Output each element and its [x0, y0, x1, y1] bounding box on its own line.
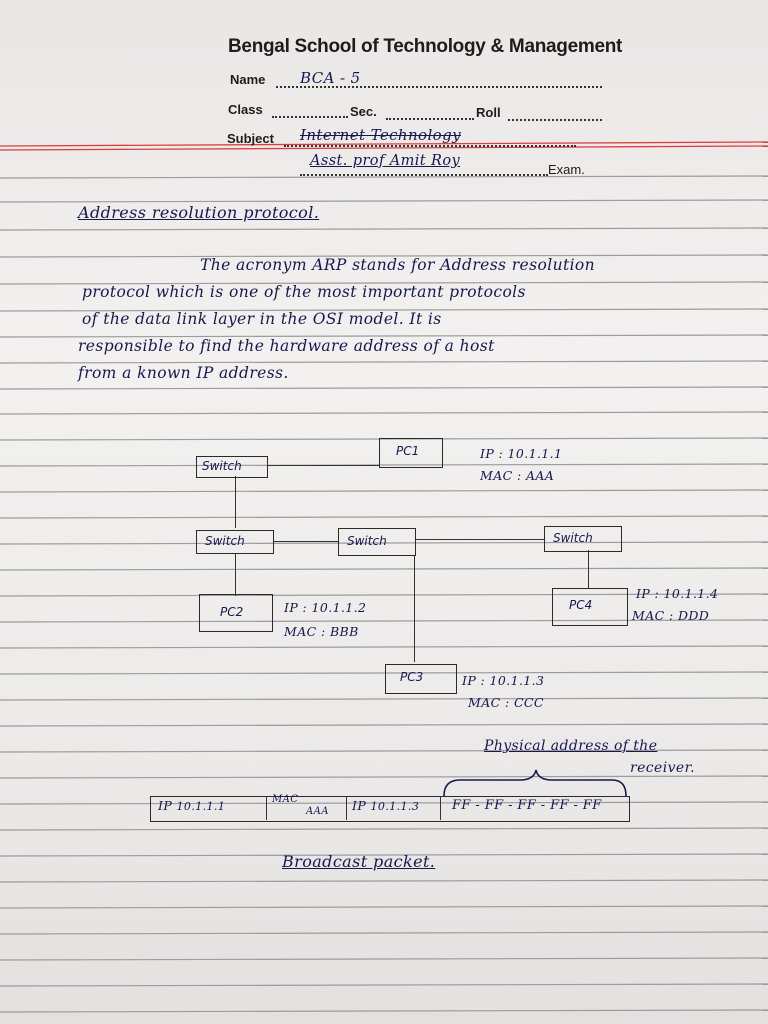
packet-dst-mac: FF - FF - FF - FF - FF [452, 798, 602, 813]
teacher-value: Asst. prof Amit Roy [310, 153, 461, 169]
link-switch-left-to-pc2 [235, 554, 236, 596]
school-name: Bengal School of Technology & Management [228, 36, 623, 57]
pc1-box: PC1 [379, 438, 443, 468]
subject-dotted-line [284, 145, 576, 147]
packet-divider-3 [440, 796, 441, 820]
packet-caption: Broadcast packet. [282, 852, 436, 871]
roll-label: Roll [476, 105, 501, 120]
packet-dst-ip: IP 10.1.1.3 [352, 798, 420, 813]
exam-label: Exam. [548, 162, 585, 177]
exam-dotted-line [300, 174, 548, 176]
pc3-box: PC3 [385, 664, 457, 694]
physical-address-note-line-1: Physical address of the [484, 738, 658, 754]
roll-dotted-line [508, 119, 602, 121]
name-label: Name [230, 72, 266, 87]
class-dotted-line [272, 116, 348, 118]
name-value: BCA - 5 [300, 69, 361, 87]
packet-src-ip: IP 10.1.1.1 [158, 798, 226, 813]
packet-src-mac: AAA [306, 806, 329, 817]
switch-center: Switch [338, 528, 416, 556]
notes-heading: Address resolution protocol. [78, 203, 320, 222]
subject-value: Internet Technology [300, 126, 461, 144]
paragraph-line-4: responsible to find the hardware address of a host [78, 337, 495, 355]
pc1-ip: IP : 10.1.1.1 [480, 446, 563, 461]
link-switch-center-to-pc3 [414, 556, 415, 662]
subject-label: Subject [227, 131, 274, 146]
switch-top: Switch [196, 456, 268, 478]
switch-right: Switch [544, 526, 622, 552]
paragraph-line-1: The acronym ARP stands for Address resolution [200, 256, 596, 274]
packet-divider-1 [266, 796, 267, 820]
class-label: Class [228, 102, 263, 117]
link-switch-top-to-pc1 [268, 465, 380, 466]
pc2-mac: MAC : BBB [284, 624, 359, 639]
paragraph-line-2: protocol which is one of the most important protocols [82, 283, 526, 301]
pc2-box: PC2 [199, 594, 273, 632]
paragraph-line-3: of the data link layer in the OSI model. It is [82, 310, 442, 328]
link-switch-right-to-pc4 [588, 550, 589, 588]
pc4-box: PC4 [552, 588, 628, 626]
link-switch-left-to-switch-center [274, 541, 338, 542]
sec-label: Sec. [350, 104, 377, 119]
paragraph-line-5: from a known IP address. [78, 364, 289, 382]
receiver-brace [440, 768, 630, 798]
packet-mac-label: MAC [272, 794, 299, 805]
pc4-ip: IP : 10.1.1.4 [636, 586, 719, 601]
pc3-mac: MAC : CCC [468, 695, 544, 710]
packet-divider-2 [346, 796, 347, 820]
physical-address-note-line-2: receiver. [630, 760, 695, 776]
pc1-mac: MAC : AAA [480, 468, 555, 483]
link-switch-center-to-switch-right [416, 539, 544, 540]
pc2-ip: IP : 10.1.1.2 [284, 600, 367, 615]
pc3-ip: IP : 10.1.1.3 [462, 673, 545, 688]
sec-dotted-line [386, 118, 474, 120]
pc4-mac: MAC : DDD [632, 608, 710, 623]
link-switch-top-to-switch-mid [235, 476, 236, 528]
switch-left: Switch [196, 530, 274, 554]
